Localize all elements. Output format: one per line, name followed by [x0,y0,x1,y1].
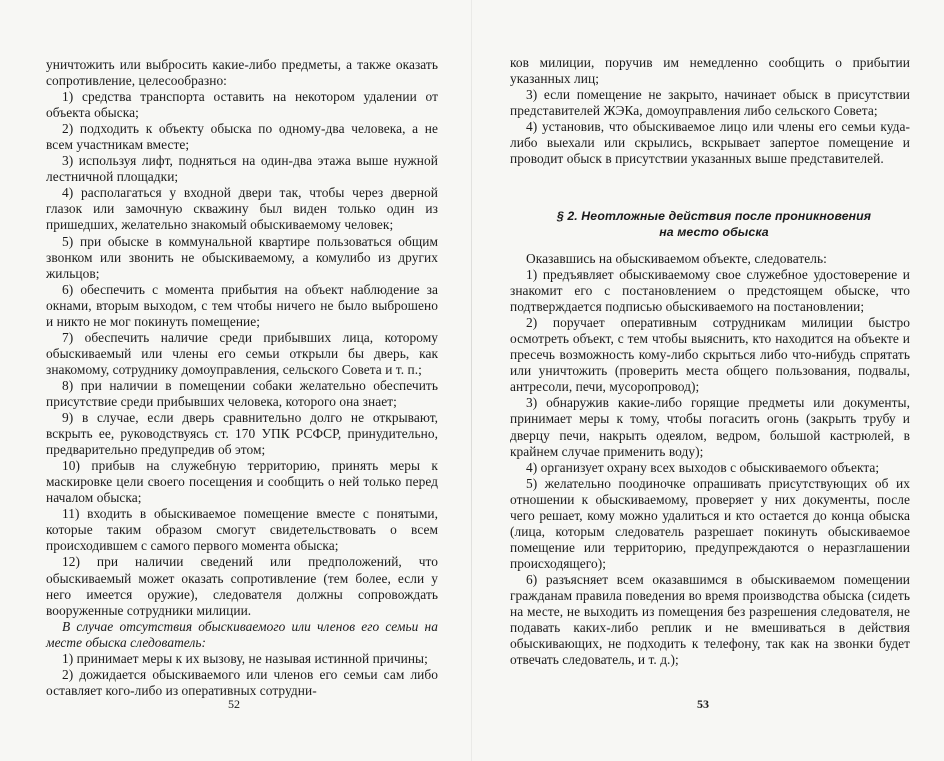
paragraph: 10) прибыв на служебную территорию, принять меры к маскировке цели своего посещения и сообщить о ней только перед началом обыска; [46,458,438,506]
paragraph: 2) дожидается обыскиваемого или членов его семьи сам либо оставляет кого-либо из оперативных сотрудни- [46,666,438,698]
page-number-left: 52 [228,697,240,711]
paragraph: 12) при наличии сведений или предположений, что обыскиваемый может оказать сопротивление (тем более, если у него имеется оружие), следователя должны сопровождать вооруженные сотрудники милиции. [46,554,438,618]
paragraph: 6) разъясняет всем оказавшимся в обыскиваемом помещении гражданам правила поведения во время производства обыска (сидеть на месте, не выходить из помещения без разрешения следователя, не подавать каких-либо реплик и не вмешиваться в действия обыскивающих, не подходить к телефону, так как на звонки будет отвечать следователь, и т. д.); [510,571,910,668]
paragraph: 8) при наличии в помещении собаки желательно обеспечить присутствие среди прибывших человека, которого она знает; [46,377,438,409]
paragraph: 4) организует охрану всех выходов с обыскиваемого объекта; [526,459,880,475]
section-heading-line-2: на место обыска [659,225,769,239]
paragraph: 2) поручает оперативным сотрудникам милиции быстро осмотреть объект, с тем чтобы выяснить, кто находится на объекте и пресечь возможность кому-либо скрыться либо что-нибудь спрятать или уничтожить (проверить места общего пользования, подвалы, антресоли, печи, мусоропровод); [510,315,910,395]
left-page-text [46,57,438,699]
paragraph: 6) обеспечить с момента прибытия на объект наблюдение за окнами, вторым выходом, с тем чтобы ничего не было выброшено и никто не мог покинуть помещение; [46,281,438,329]
paragraph: 4) установив, что обыскиваемое лицо или члены его семьи куда-либо выехали или скрылись, вскрывает запертое помещение и проводит обыск в присутствии указанных выше представителей. [510,119,910,167]
paragraph: 3) если помещение не закрыто, начинает обыск в присутствии представителей ЖЭКа, домоуправления либо сельского Совета; [510,87,910,119]
paragraph: В случае отсутствия обыскиваемого или членов его семьи на месте обыска следователь: [46,618,438,650]
right-page-bottom-text [510,251,910,668]
paragraph: 1) предъявляет обыскиваемому свое служебное удостоверение и знакомит его с постановлением о предстоящем обыске, что подтверждается подписью обыскиваемого на постановлении; [510,267,910,315]
paragraph: 11) входить в обыскиваемое помещение вместе с понятыми, которые таким образом смогут свидетельствовать о всем происходившем с самого первого момента обыска; [46,506,438,554]
paragraph: Оказавшись на обыскиваемом объекте, следователь: [526,251,827,266]
paragraph: ков милиции, поручив им немедленно сообщить о прибытии указанных лиц; [510,55,910,87]
paragraph: 3) обнаружив какие-либо горящие предметы или документы, принимает меры к тому, чтобы погасить огонь (закрыть трубу и дверцу печи, накрыть одеялом, ведром, большой кастрюлей, в крайнем случае применить воду); [510,395,910,459]
paragraph: 1) средства транспорта оставить на некотором удалении от объекта обыска; [46,89,438,121]
section-heading [550,208,878,240]
paragraph: 4) располагаться у входной двери так, чтобы через дверной глазок или замочную скважину был виден только один из пришедших, желательно знакомый обыскиваемому человек; [46,185,438,233]
section-heading-line-1: § 2. Неотложные действия после проникновения [556,209,872,223]
paragraph: 1) принимает меры к их вызову, не называя истинной причины; [62,650,428,666]
paragraph: 3) используя лифт, подняться на один-два этажа выше нужной лестничной площадки; [46,153,438,185]
page-number-right: 53 [697,697,709,711]
paragraph: 7) обеспечить наличие среди прибывших лица, которому обыскиваемый или члены его семьи открыли бы дверь, как знакомому, сотруднику домоуправления, сельского Совета и т. п.; [46,329,438,377]
paragraph: 5) при обыске в коммунальной квартире пользоваться общим звонком или звонить не обыскиваемому, а комулибо из других жильцов; [46,233,438,281]
paragraph: 5) желательно поодиночке опрашивать присутствующих об их отношении к обыскиваемому, проверяет у них документы, после чего решает, кому можно удалиться и кто остается до конца обыска (лица, которым следователь разрешает покинуть обыскиваемое помещение или территорию, предупреждаются о неразглашении происходящего); [510,475,910,571]
paragraph: 2) подходить к объекту обыска по одному-два человека, а не всем участникам вместе; [46,121,438,153]
right-page [472,0,944,761]
right-page-top-text [510,55,910,167]
paragraph: 9) в случае, если дверь сравнительно долго не открывают, вскрыть ее, руководствуясь ст. 170 УПК РСФСР, принудительно, предварительно предупредив об этом; [46,410,438,458]
paragraph: уничтожить или выбросить какие-либо предметы, а также оказать сопротивление, целесообразно: [46,57,438,89]
